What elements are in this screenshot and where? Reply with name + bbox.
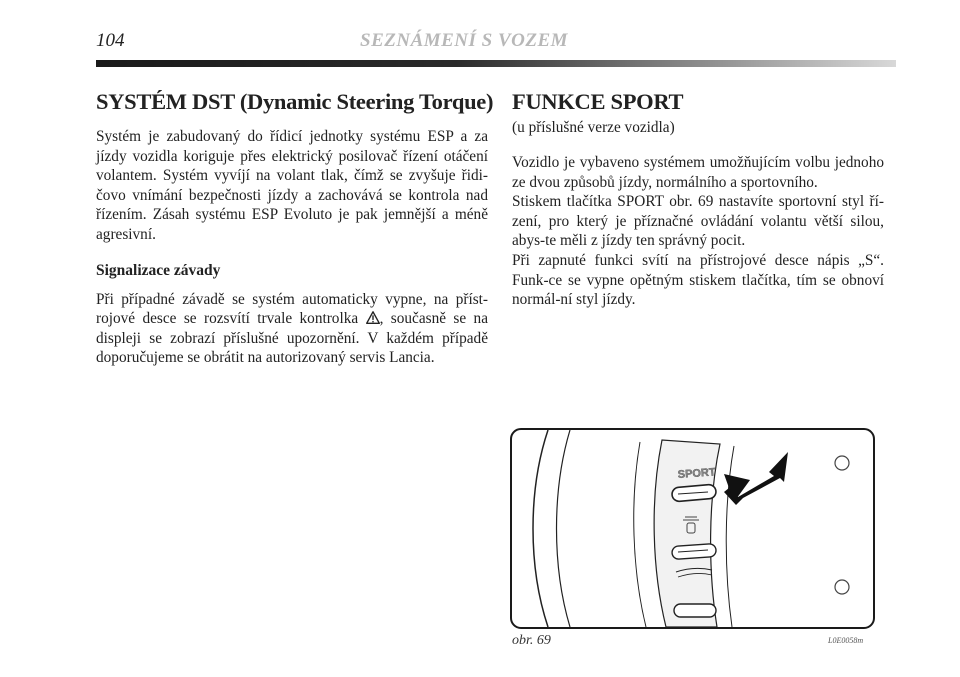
sport-title: FUNKCE SPORT <box>512 89 684 114</box>
sport-button-illustration <box>510 428 875 629</box>
sport-paragraph-3: Při zapnuté funkci svítí na přístrojové desce nápis „S“. Funk-ce se vypne opětným stiskem tlačítka, tím se obnoví normál-ní styl jízdy. <box>512 251 884 309</box>
dashboard-drawing <box>512 430 873 627</box>
fault-paragraph <box>96 290 488 368</box>
dst-intro-paragraph: Systém je zabudovaný do řídicí jednotky systému ESP a za jízdy vozidla koriguje přes elektrický posilovač řízení otáčení volantem. Systém vyvíjí na volant tlak, čímž se zvyšuje řidi-čovo vnímání bezpečnosti jízdy a zachovává se kontrola nad řízením. Zásah systému ESP Evoluto je pak jemnější a méně agresivní. <box>96 128 488 243</box>
warning-triangle-icon <box>366 311 380 324</box>
sport-paragraph-2: Stiskem tlačítka SPORT obr. 69 nastavíte sportovní styl ří-zení, pro který je příznačné ovládání volantu větší silou, abys-te měli z jízdy ten správný pocit. <box>512 193 884 250</box>
bottom-button <box>674 604 716 617</box>
dst-title: SYSTÉM DST (Dynamic Steering Torque) <box>96 89 494 114</box>
fault-subheading: Signalizace závady <box>96 261 221 279</box>
page-number: 104 <box>96 30 125 51</box>
sport-button-label: SPORT <box>677 466 717 481</box>
right-column <box>512 86 884 310</box>
fault-text-before: Při případné závadě se systém automaticky vypne, na příst-rojové desce se rozsvítí trvale kontrolka <box>96 290 488 328</box>
fault-text-after: , současně se na displeji se zobrazí příslušné upozornění. V každém případě doporučujeme se obrátit na autorizovaný servis Lancia. <box>96 310 488 367</box>
parking-button <box>672 543 717 559</box>
screw-hole-top <box>835 456 849 470</box>
left-column <box>96 86 494 368</box>
section-title: SEZNÁMENÍ S VOZEM <box>360 30 569 51</box>
screw-hole-bottom <box>835 580 849 594</box>
sport-subtitle: (u příslušné verze vozidla) <box>512 119 675 136</box>
figure-code: L0E0058m <box>828 636 864 645</box>
header-rule <box>96 60 896 67</box>
sport-paragraph-1: Vozidlo je vybaveno systémem umožňujícím volbu jednoho ze dvou způsobů jízdy, normálního a sportovního. <box>512 154 884 191</box>
figure-caption: obr. 69 <box>512 633 551 648</box>
